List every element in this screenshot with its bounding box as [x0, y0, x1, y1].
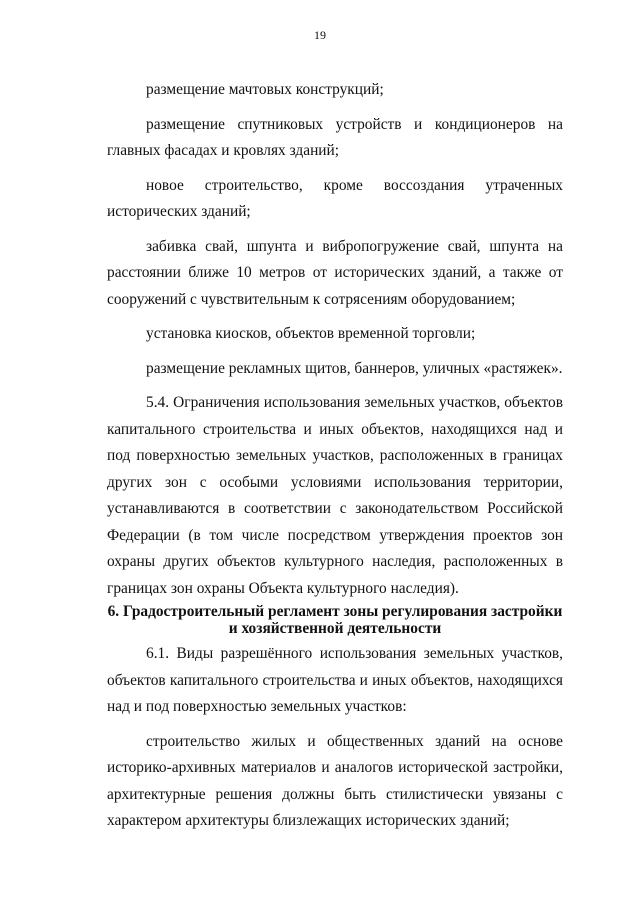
body-text-bottom [107, 641, 563, 835]
paragraph-6-1-permitted-use: 6.1. Виды разрешённого использования земельных участков, объектов капитального строительства и иных объектов, находящихся над и под поверхностью земельных участков: [107, 645, 563, 715]
paragraph-mast-structures: размещение мачтовых конструкций; [146, 81, 384, 98]
paragraph-satellite-devices: размещение спутниковых устройств и кондиционеров на главных фасадах и кровлях зданий; [107, 115, 563, 159]
paragraph-advertising: размещение рекламных щитов, баннеров, уличных «растяжек». [146, 359, 563, 377]
paragraph-new-construction: новое строительство, кроме воссоздания утраченных исторических зданий; [107, 176, 563, 220]
section-heading-line-1: 6. Градостроительный регламент зоны регулирования застройки [107, 603, 563, 620]
section-heading [107, 603, 563, 637]
paragraph-kiosks: установка киосков, объектов временной торговли; [146, 325, 476, 342]
paragraph-5-4-restrictions: 5.4. Ограничения использования земельных участков, объектов капитального строительства и иных объектов, находящихся над и под поверхностью земельных участков, расположенных в границах других зон с особыми условиями использования территории, устанавливаются в соответствии с законодательством Российской Федерации (в том числе посредством утверждения проектов зон охраны других объектов культурного наследия, расположенных в границах зон охраны Объекта культурного наследия). [107, 394, 563, 597]
body-text-top [107, 77, 563, 602]
section-heading-line-2: и хозяйственной деятельности [228, 620, 442, 637]
paragraph-residential-construction: строительство жилых и общественных зданий на основе историко-архивных материалов и аналогов исторической застройки, архитектурные решения должны быть стилистически увязаны с характером архитектуры близлежащих исторических зданий; [107, 732, 563, 829]
page-number: 19 [314, 28, 326, 42]
paragraph-pile-driving: забивка свай, шпунта и вибропогружение свай, шпунта на расстоянии ближе 10 метров от исторических зданий, а также от сооружений с чувствительным к сотрясениям оборудованием; [107, 237, 563, 308]
